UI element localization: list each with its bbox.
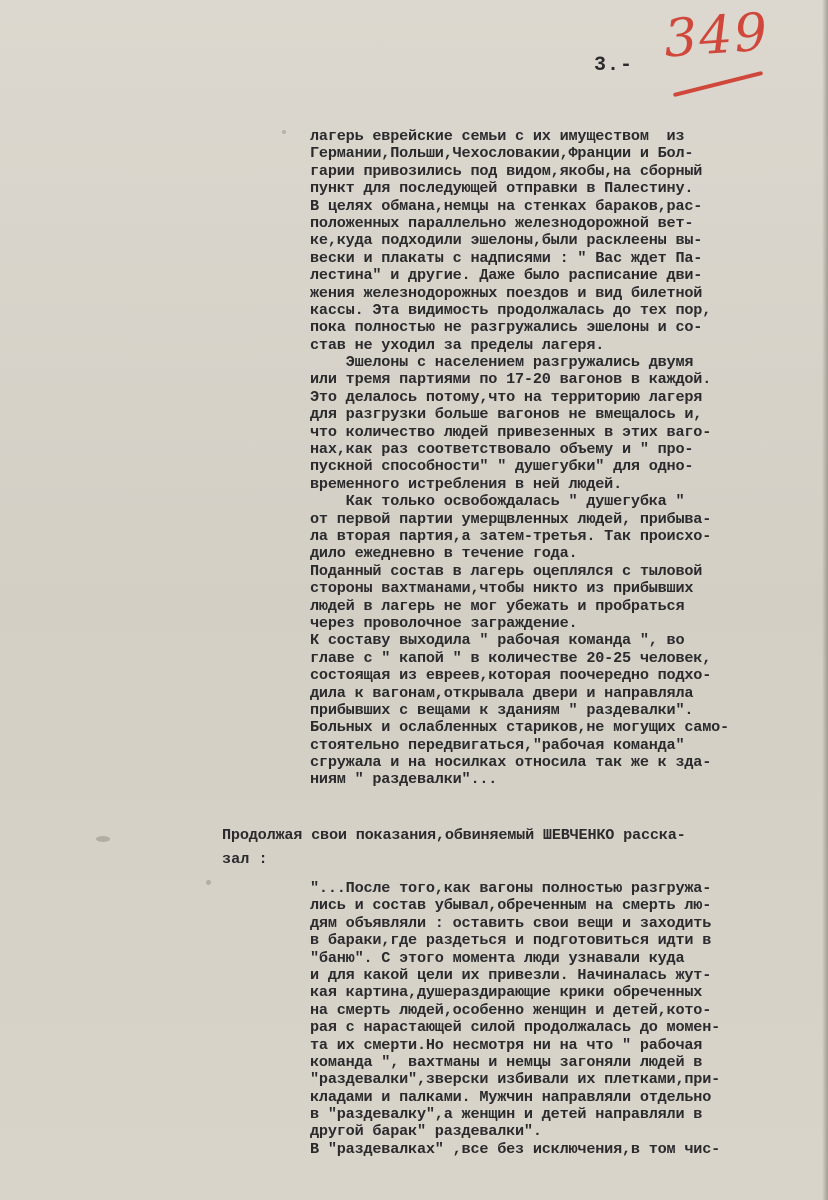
archive-stamp-number: 349 xyxy=(662,2,772,70)
text-line: нах,как раз соответствовало объему и " про- xyxy=(310,440,694,459)
text-line: в бараки,где раздеться и подготовиться идти в xyxy=(310,931,712,950)
text-line: стороны вахтманами,чтобы никто из прибывших xyxy=(310,579,694,598)
text-line: положенных параллельно железнодорожной вет- xyxy=(310,213,694,232)
testimony-paragraph-block xyxy=(310,128,810,789)
text-line: кассы. Эта видимость продолжалась до тех пор, xyxy=(310,300,712,319)
text-line: в "раздевалку",а женщин и детей направляли в xyxy=(310,1105,703,1124)
text-line: дям объявляли : оставить свои вещи и заходить xyxy=(310,913,712,932)
text-line: вески и плакаты с надписями : " Вас ждет Па- xyxy=(310,248,703,267)
text-line: став не уходил за пределы лагеря. xyxy=(310,335,605,354)
text-line: "раздевалки",зверски избивали их плетками,при- xyxy=(310,1070,721,1089)
text-line: В "раздевалках" ,все без исключения,в том чис- xyxy=(310,1139,721,1158)
text-line: главе с " капой " в количестве 20-25 человек, xyxy=(310,648,712,667)
text-line: рая с нарастающей силой продолжалась до момен- xyxy=(310,1018,721,1037)
paper-spot xyxy=(206,880,211,885)
text-line: Как только освобождалась " душегубка " xyxy=(310,492,685,511)
text-line: или тремя партиями по 17-20 вагонов в каждой. xyxy=(310,370,712,389)
text-line: Германии,Польши,Чехословакии,Франции и Бол- xyxy=(310,144,694,163)
text-line: "...После того,как вагоны полностью разгружа- xyxy=(310,879,712,897)
page-edge-shadow xyxy=(822,0,828,1200)
text-line: другой барак" раздевалки". xyxy=(310,1122,542,1141)
text-line: кладами и палками. Мужчин направляли отдельно xyxy=(310,1087,712,1106)
text-line: дило ежедневно в течение года. xyxy=(310,544,578,563)
text-line: сгружала и на носилках относила так же к зда- xyxy=(310,753,712,772)
text-line: Поданный состав в лагерь оцеплялся с тыловой xyxy=(310,561,703,580)
text-line: состоящая из евреев,которая поочередно подхо- xyxy=(310,666,712,685)
text-line: ке,куда подходили эшелоны,были расклеены вы- xyxy=(310,231,703,250)
text-line: лагерь еврейские семьи с их имуществом из xyxy=(310,127,685,145)
text-line: через проволочное заграждение. xyxy=(310,613,578,632)
text-line: на смерть людей,особенно женщин и детей,кото- xyxy=(310,1000,712,1019)
text-line: лись и состав убывал,обреченным на смерть лю- xyxy=(310,896,712,915)
text-line: и для какой цели их привезли. Начиналась жут- xyxy=(310,965,712,984)
paper-spot xyxy=(282,130,286,134)
text-line: пускной способности" " душегубки" для одно- xyxy=(310,457,694,476)
text-line: стоятельно передвигаться,"рабочая команда" xyxy=(310,735,685,754)
testimony-intro-line: Продолжая свои показания,обвиняемый ШЕВЧЕНКО расска- xyxy=(222,826,686,844)
text-line: та их смерти.Но несмотря ни на что " рабочая xyxy=(310,1035,703,1054)
text-line: людей в лагерь не мог убежать и пробраться xyxy=(310,596,685,615)
archive-stamp-underline xyxy=(673,71,763,97)
text-line: В целях обмана,немцы на стенках бараков,рас- xyxy=(310,196,703,215)
text-line: Это делалось потому,что на территорию лагеря xyxy=(310,387,703,406)
text-line: дила к вагонам,открывала двери и направляла xyxy=(310,683,694,702)
paper-spot xyxy=(96,836,110,842)
text-line: жения железнодорожных поездов и вид билетной xyxy=(310,283,703,302)
text-line: К составу выходила " рабочая команда ", во xyxy=(310,631,685,650)
text-line: гарии привозились под видом,якобы,на сборный xyxy=(310,161,703,180)
text-line: ла вторая партия,а затем-третья. Так происхо- xyxy=(310,526,712,545)
text-line: ниям " раздевалки"... xyxy=(310,770,498,789)
text-line: прибывших с вещами к зданиям " раздевалки". xyxy=(310,700,694,719)
text-line: что количество людей привезенных в этих ваго- xyxy=(310,422,712,441)
text-line: кая картина,душераздирающие крики обреченных xyxy=(310,983,703,1002)
text-line: "баню". С этого момента люди узнавали куда xyxy=(310,948,685,967)
text-line: Эшелоны с населением разгружались двумя xyxy=(310,353,694,372)
text-line: от первой партии умерщвленных людей, прибыва- xyxy=(310,509,712,528)
page-number: 3.- xyxy=(594,54,634,77)
text-line: для разгрузки больше вагонов не вмещалось и, xyxy=(310,405,703,424)
text-line: пока полностью не разгружались эшелоны и со- xyxy=(310,318,703,337)
text-line: команда ", вахтманы и немцы загоняли людей в xyxy=(310,1052,703,1071)
quoted-testimony-block xyxy=(310,880,810,1158)
text-line: временного истребления в ней людей. xyxy=(310,474,622,493)
testimony-intro-line-2: зал : xyxy=(222,850,268,868)
text-line: лестина" и другие. Даже было расписание дви- xyxy=(310,266,703,285)
text-line: пункт для последующей отправки в Палестину. xyxy=(310,179,694,198)
text-line: Больных и ослабленных стариков,не могущих само- xyxy=(310,718,729,737)
